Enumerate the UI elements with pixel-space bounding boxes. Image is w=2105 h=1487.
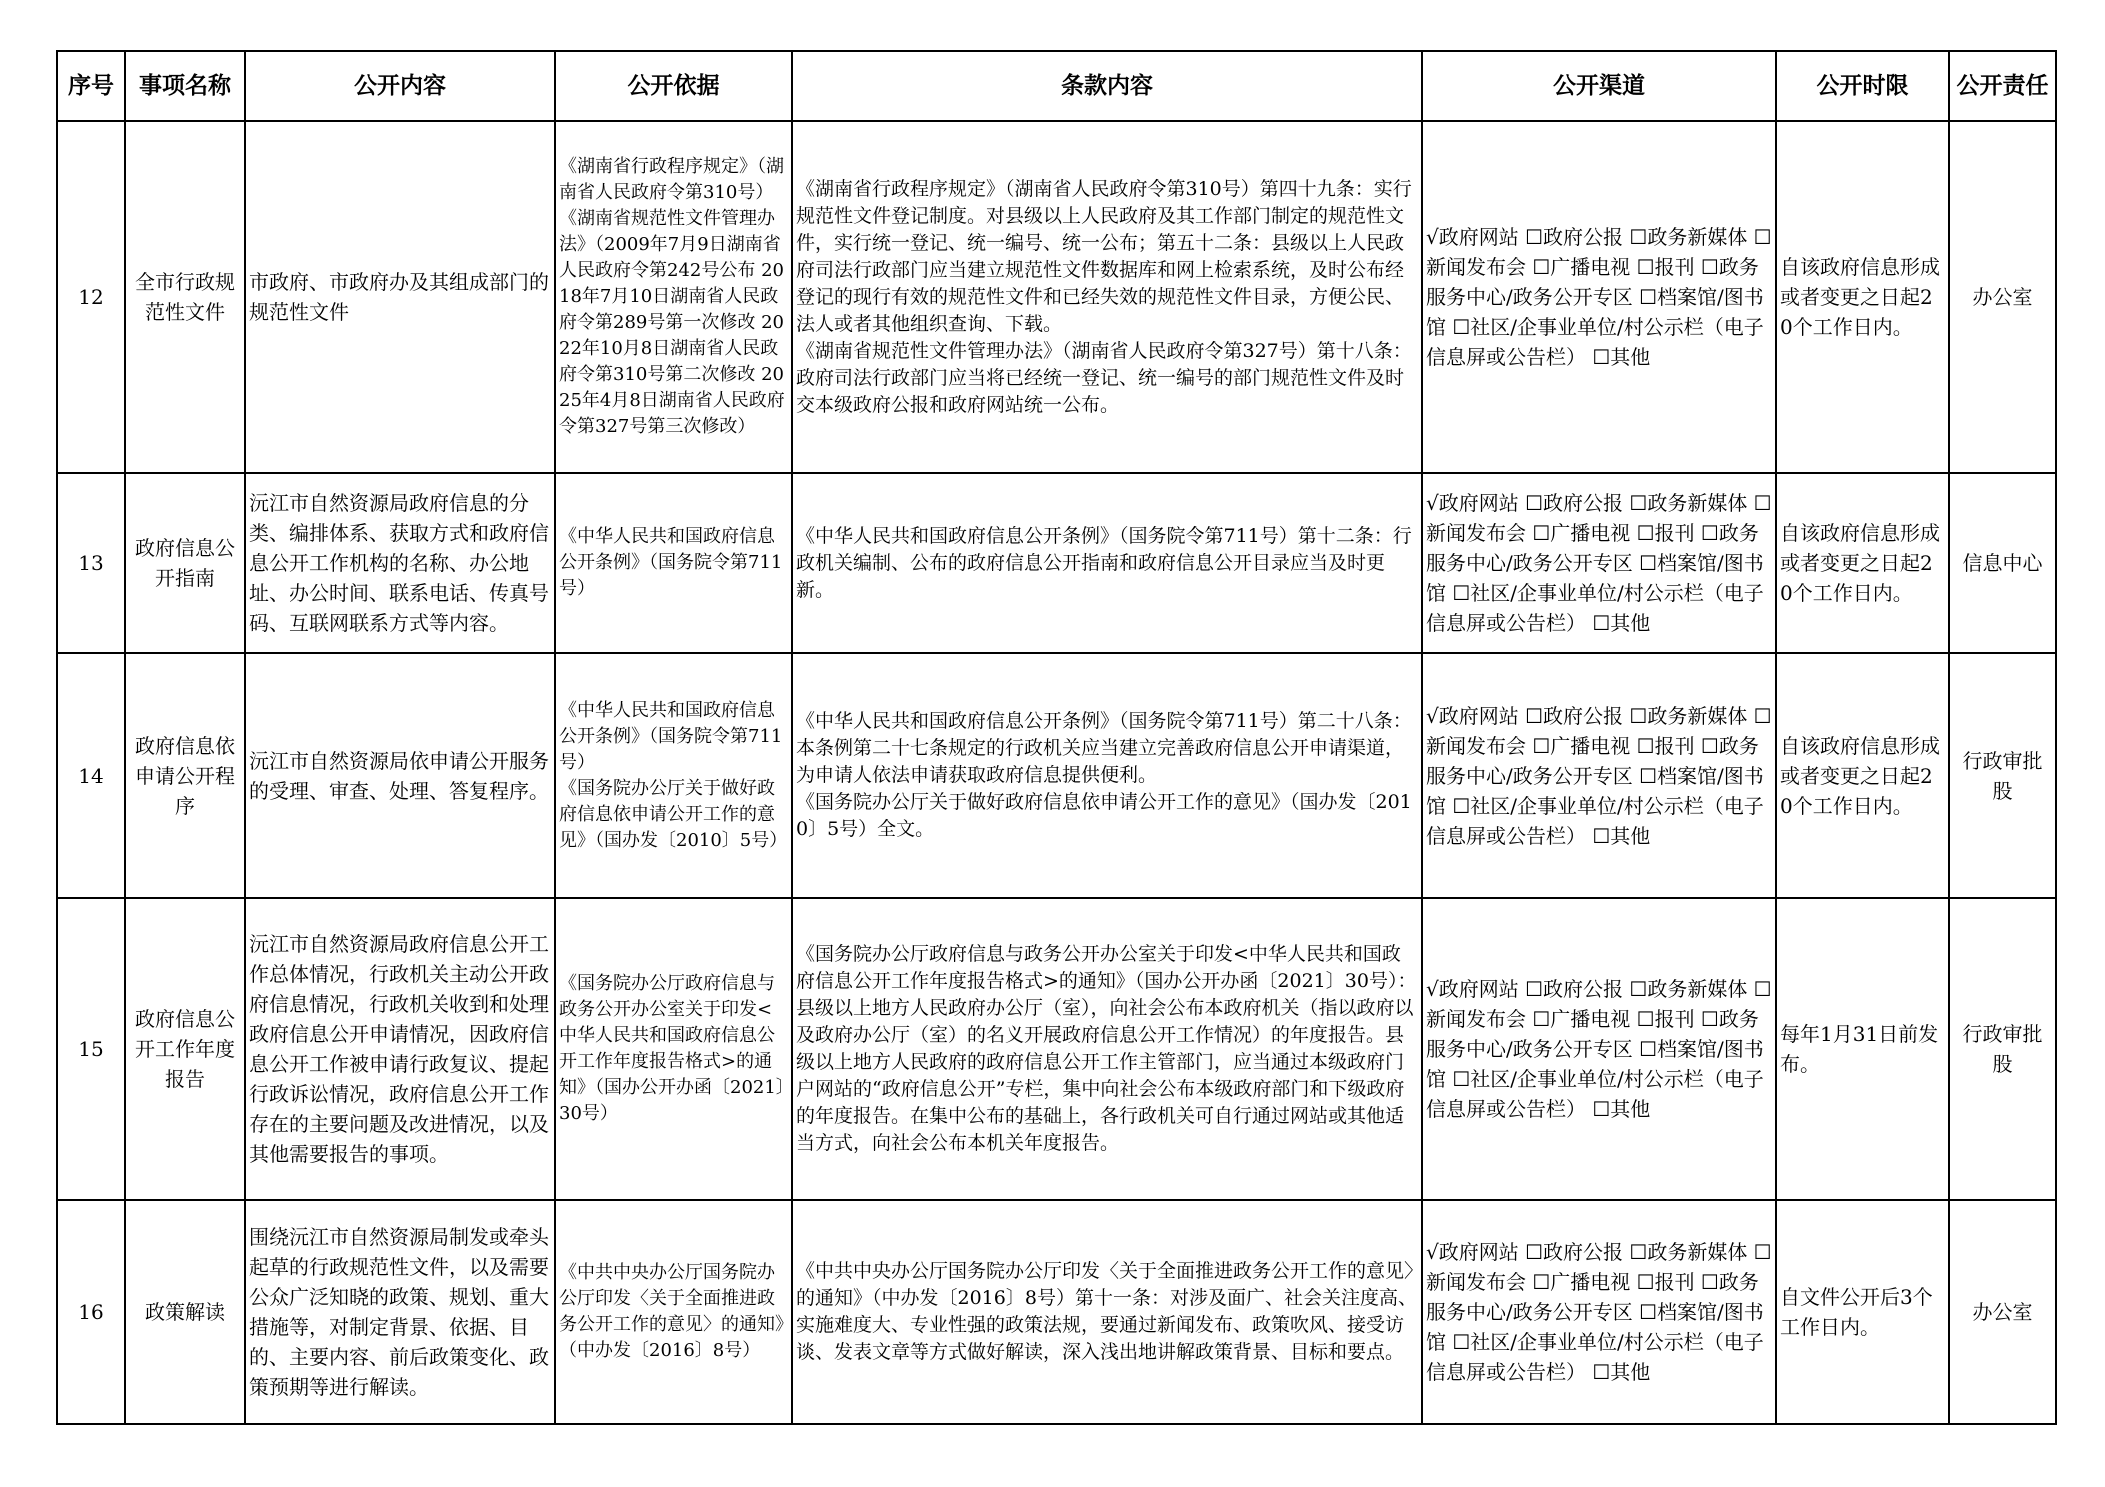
cell-paragraph: 《国务院办公厅政府信息与政务公开办公室关于印发<中华人民共和国政府信息公开工作年度报告格式>的通知》（国办公开办函〔2021〕30号）：县级以上地方人民政府办公厅（室），向社会公布本政府机关（指以政府以及政府办公厅（室）的名义开展政府信息公开工作情况）的年度报告。县级以上地方人民政府的政府信息公开工作主管部门，应当通过本级政府门户网站的“政府信息公开”专栏，集中向社会公布本级政府部门和下级政府的年度报告。在集中公布的基础上，各行政机关可自行通过网站或其他适当方式，向社会公布本机关年度报告。 <box>796 943 1417 1154</box>
row-content: 市政府、市政府办及其组成部门的规范性文件 <box>245 121 555 473</box>
row-no: 16 <box>57 1200 125 1424</box>
row-basis <box>555 1200 792 1424</box>
row-no: 13 <box>57 473 125 653</box>
header-responsible: 公开责任 <box>1949 51 2056 121</box>
header-clause: 条款内容 <box>792 51 1422 121</box>
row-basis <box>555 653 792 898</box>
table-row <box>57 121 2056 473</box>
header-no: 序号 <box>57 51 125 121</box>
row-basis <box>555 898 792 1200</box>
row-no: 15 <box>57 898 125 1200</box>
row-clause <box>792 653 1422 898</box>
row-time-limit: 自该政府信息形成或者变更之日起20个工作日内。 <box>1776 121 1949 473</box>
cell-paragraph: 《湖南省行政程序规定》（湖南省人民政府令第310号） <box>559 156 784 203</box>
table-row <box>57 898 2056 1200</box>
table-row <box>57 653 2056 898</box>
row-item: 政府信息公开工作年度报告 <box>125 898 245 1200</box>
header-channels: 公开渠道 <box>1422 51 1776 121</box>
row-item: 政策解读 <box>125 1200 245 1424</box>
row-responsible: 行政审批股 <box>1949 898 2056 1200</box>
row-responsible: 办公室 <box>1949 121 2056 473</box>
row-channels: √政府网站 ☐政府公报 ☐政务新媒体 ☐新闻发布会 ☐广播电视 ☐报刊 ☐政务服务中心/政务公开专区 ☐档案馆/图书馆 ☐社区/企事业单位/村公示栏（电子信息屏或公告栏） ☐其他 <box>1422 473 1776 653</box>
row-content: 沅江市自然资源局政府信息公开工作总体情况，行政机关主动公开政府信息情况，行政机关收到和处理政府信息公开申请情况，因政府信息公开工作被申请行政复议、提起行政诉讼情况，政府信息公开工作存在的主要问题及改进情况，以及其他需要报告的事项。 <box>245 898 555 1200</box>
row-content: 沅江市自然资源局依申请公开服务的受理、审查、处理、答复程序。 <box>245 653 555 898</box>
cell-paragraph: 《中华人民共和国政府信息公开条例》（国务院令第711号） <box>559 526 783 599</box>
row-no: 14 <box>57 653 125 898</box>
row-time-limit: 自该政府信息形成或者变更之日起20个工作日内。 <box>1776 473 1949 653</box>
row-channels: √政府网站 ☐政府公报 ☐政务新媒体 ☐新闻发布会 ☐广播电视 ☐报刊 ☐政务服务中心/政务公开专区 ☐档案馆/图书馆 ☐社区/企事业单位/村公示栏（电子信息屏或公告栏） ☐其他 <box>1422 1200 1776 1424</box>
header-basis: 公开依据 <box>555 51 792 121</box>
row-item: 政府信息依申请公开程序 <box>125 653 245 898</box>
row-time-limit: 自该政府信息形成或者变更之日起20个工作日内。 <box>1776 653 1949 898</box>
table-row <box>57 1200 2056 1424</box>
row-content: 围绕沅江市自然资源局制发或牵头起草的行政规范性文件，以及需要公众广泛知晓的政策、规划、重大措施等，对制定背景、依据、目的、主要内容、前后政策变化、政策预期等进行解读。 <box>245 1200 555 1424</box>
cell-paragraph: 《中华人民共和国政府信息公开条例》（国务院令第711号）第十二条：行政机关编制、公布的政府信息公开指南和政府信息公开目录应当及时更新。 <box>796 524 1412 601</box>
header-content: 公开内容 <box>245 51 555 121</box>
row-item: 全市行政规范性文件 <box>125 121 245 473</box>
table-row <box>57 473 2056 653</box>
row-basis <box>555 121 792 473</box>
cell-paragraph: 《国务院办公厅关于做好政府信息依申请公开工作的意见》（国办发〔2010〕5号） <box>559 777 788 851</box>
header-time-limit: 公开时限 <box>1776 51 1949 121</box>
row-channels: √政府网站 ☐政府公报 ☐政务新媒体 ☐新闻发布会 ☐广播电视 ☐报刊 ☐政务服务中心/政务公开专区 ☐档案馆/图书馆 ☐社区/企事业单位/村公示栏（电子信息屏或公告栏） ☐其他 <box>1422 898 1776 1200</box>
row-content: 沅江市自然资源局政府信息的分类、编排体系、获取方式和政府信息公开工作机构的名称、办公地址、办公时间、联系电话、传真号码、互联网联系方式等内容。 <box>245 473 555 653</box>
disclosure-table <box>56 50 2057 1425</box>
cell-paragraph: 《湖南省规范性文件管理办法》（湖南省人民政府令第327号）第十八条：政府司法行政部门应当将已经统一登记、统一编号的部门规范性文件及时交本级政府公报和政府网站统一公布。 <box>796 339 1412 416</box>
cell-paragraph: 《中华人民共和国政府信息公开条例》（国务院令第711号） <box>559 699 783 773</box>
row-responsible: 行政审批股 <box>1949 653 2056 898</box>
row-time-limit: 自文件公开后3个工作日内。 <box>1776 1200 1949 1424</box>
cell-paragraph: 《中共中央办公厅国务院办公厅印发〈关于全面推进政务公开工作的意见〉的通知》（中办发〔2016〕8号）第十一条：对涉及面广、社会关注度高、实施难度大、专业性强的政策法规，要通过新闻发布、政策吹风、接受访谈、发表文章等方式做好解读，深入浅出地讲解政策背景、目标和要点。 <box>796 1260 1417 1363</box>
row-clause <box>792 121 1422 473</box>
header-item: 事项名称 <box>125 51 245 121</box>
row-basis <box>555 473 792 653</box>
row-channels: √政府网站 ☐政府公报 ☐政务新媒体 ☐新闻发布会 ☐广播电视 ☐报刊 ☐政务服务中心/政务公开专区 ☐档案馆/图书馆 ☐社区/企事业单位/村公示栏（电子信息屏或公告栏） ☐其他 <box>1422 653 1776 898</box>
cell-paragraph: 《中华人民共和国政府信息公开条例》（国务院令第711号）第二十八条：本条例第二十七条规定的行政机关应当建立完善政府信息公开申请渠道，为申请人依法申请获取政府信息提供便利。 <box>796 710 1412 786</box>
row-clause <box>792 898 1422 1200</box>
cell-paragraph: 《湖南省行政程序规定》（湖南省人民政府令第310号）第四十九条：实行规范性文件登记制度。对县级以上人民政府及其工作部门制定的规范性文件，实行统一登记、统一编号、统一公布；第五十二条：县级以上人民政府司法行政部门应当建立规范性文件数据库和网上检索系统，及时公布经登记的现行有效的规范性文件和已经失效的规范性文件目录，方便公民、法人或者其他组织查询、下载。 <box>796 177 1412 335</box>
cell-paragraph: 《国务院办公厅关于做好政府信息依申请公开工作的意见》（国办发〔2010〕5号）全文。 <box>796 791 1412 840</box>
cell-paragraph: 《湖南省规范性文件管理办法》（2009年7月9日湖南省人民政府令第242号公布 2018年7月10日湖南省人民政府令第289号第一次修改 2022年10月8日湖南省人民政府令第310号第二次修改 2025年4月8日湖南省人民政府令第327号第三次修改） <box>559 208 785 437</box>
cell-paragraph: 《国务院办公厅政府信息与政务公开办公室关于印发<中华人民共和国政府信息公开工作年度报告格式>的通知》（国办公开办函〔2021〕30号） <box>559 973 785 1124</box>
row-clause <box>792 473 1422 653</box>
row-responsible: 信息中心 <box>1949 473 2056 653</box>
cell-paragraph: 《中共中央办公厅国务院办公厅印发〈关于全面推进政务公开工作的意见〉的通知》（中办发〔2016〕8号） <box>559 1262 784 1361</box>
row-time-limit: 每年1月31日前发布。 <box>1776 898 1949 1200</box>
row-clause <box>792 1200 1422 1424</box>
row-no: 12 <box>57 121 125 473</box>
header-row <box>57 51 2056 121</box>
row-responsible: 办公室 <box>1949 1200 2056 1424</box>
row-channels: √政府网站 ☐政府公报 ☐政务新媒体 ☐新闻发布会 ☐广播电视 ☐报刊 ☐政务服务中心/政务公开专区 ☐档案馆/图书馆 ☐社区/企事业单位/村公示栏（电子信息屏或公告栏） ☐其他 <box>1422 121 1776 473</box>
row-item: 政府信息公开指南 <box>125 473 245 653</box>
